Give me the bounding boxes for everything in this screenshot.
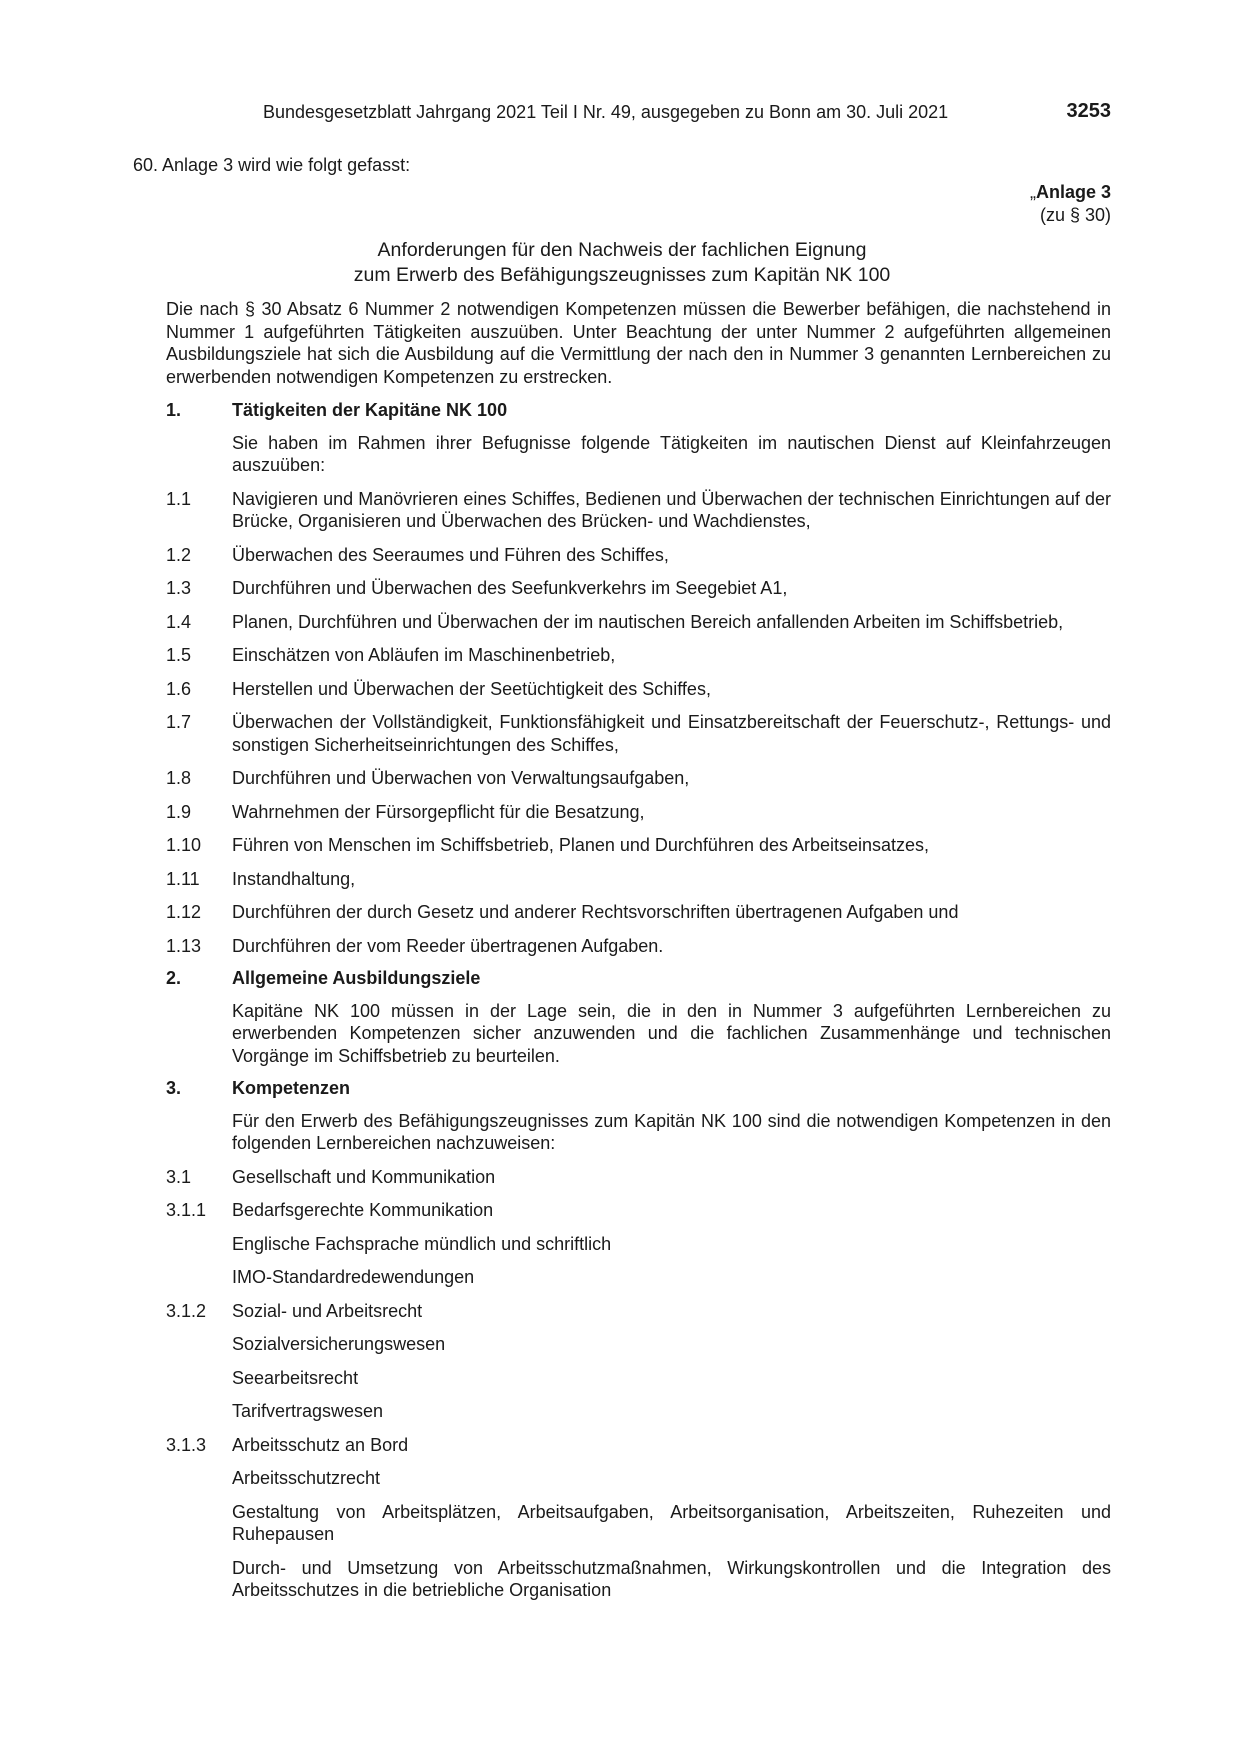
item-text: Kapitäne NK 100 müssen in der Lage sein, die in den in Nummer 3 aufgeführten Lernbereichen zu erwerbenden Kompetenzen sicher anzuwenden und die fachlichen Zusammenhänge und technischen Vorgänge im Schiffsbetrieb zu beurteilen. xyxy=(232,1000,1111,1066)
item-number: 1.10 xyxy=(166,835,202,855)
item-text: Wahrnehmen der Fürsorgepflicht für die Besatzung, xyxy=(232,801,645,822)
item-text: Englische Fachsprache mündlich und schriftlich xyxy=(232,1233,612,1254)
item-number: 1.1 xyxy=(166,488,192,509)
section-heading xyxy=(166,967,1111,990)
list-item xyxy=(166,1300,1111,1323)
intro-paragraph: Die nach § 30 Absatz 6 Nummer 2 notwendigen Kompetenzen müssen die Bewerber befähigen, die nachstehend in Nummer 1 aufgeführten Tätigkeiten auszuüben. Unter Beachtung der unter Nummer 2 aufgeführten allgemeinen Ausbildungsziele hat sich die Ausbildung auf die Vermittlung der nach den in Nummer 3 genannten Lernbereichen zu erwerbenden notwendigen Kompetenzen zu erstrecken. xyxy=(166,299,1111,387)
item-text: Seearbeitsrecht xyxy=(232,1367,359,1388)
item-text: Für den Erwerb des Befähigungszeugnisses zum Kapitän NK 100 sind die notwendigen Kompetenzen in den folgenden Lernbereichen nachzuweisen: xyxy=(232,1110,1111,1153)
item-text: Überwachen der Vollständigkeit, Funktionsfähigkeit und Einsatzbereitschaft der Feuerschutz-, Rettungs- und sonstigen Sicherheitseinrichtungen des Schiffes, xyxy=(232,712,1111,755)
item-number: 1.5 xyxy=(166,645,192,665)
item-text: Sie haben im Rahmen ihrer Befugnisse folgende Tätigkeiten im nautischen Dienst auf Kleinfahrzeugen auszuüben: xyxy=(232,432,1111,475)
list-item xyxy=(166,1557,1111,1602)
list-item xyxy=(166,611,1111,634)
quote-mark: „ xyxy=(1029,182,1036,202)
list-item xyxy=(166,1233,1111,1256)
list-item xyxy=(166,801,1111,824)
list-item xyxy=(166,577,1111,600)
list-item xyxy=(166,1166,1111,1189)
item-text: Gestaltung von Arbeitsplätzen, Arbeitsaufgaben, Arbeitsorganisation, Arbeitszeiten, Ruhezeiten und Ruhepausen xyxy=(232,1501,1111,1544)
list-item xyxy=(166,1367,1111,1390)
item-text: Bedarfsgerechte Kommunikation xyxy=(232,1200,494,1220)
item-text: Durchführen der vom Reeder übertragenen Aufgaben. xyxy=(232,935,664,956)
item-text: Tätigkeiten der Kapitäne NK 100 xyxy=(232,400,508,420)
document-title-line-1: Anforderungen für den Nachweis der fachlichen Eignung xyxy=(377,239,867,261)
item-text: Arbeitsschutzrecht xyxy=(232,1468,381,1488)
item-text: Herstellen und Überwachen der Seetüchtigkeit des Schiffes, xyxy=(232,678,711,699)
item-text: Allgemeine Ausbildungsziele xyxy=(232,968,481,988)
list-item xyxy=(166,1110,1111,1155)
item-number: 1.12 xyxy=(166,902,202,922)
item-number: 1. xyxy=(166,400,182,420)
item-number: 1.8 xyxy=(166,768,192,788)
item-number: 1.13 xyxy=(166,935,202,956)
list-item xyxy=(166,678,1111,701)
list-item xyxy=(166,1501,1111,1546)
section-list xyxy=(166,399,1111,1602)
item-number: 1.3 xyxy=(166,578,192,598)
item-text: Arbeitsschutz an Bord xyxy=(232,1434,409,1455)
list-item xyxy=(166,544,1111,567)
list-item xyxy=(166,1266,1111,1289)
item-text: Durch- und Umsetzung von Arbeitsschutzmaßnahmen, Wirkungskontrollen und die Integration des Arbeitsschutzes in die betriebliche Organisation xyxy=(232,1557,1111,1600)
list-item xyxy=(166,868,1111,891)
list-item xyxy=(166,488,1111,533)
item-number: 3.1.3 xyxy=(166,1434,207,1455)
list-item xyxy=(166,1467,1111,1490)
item-text: Durchführen und Überwachen von Verwaltungsaufgaben, xyxy=(232,768,690,788)
item-text: Überwachen des Seeraumes und Führen des Schiffes, xyxy=(232,544,669,565)
item-text: Planen, Durchführen und Überwachen der im nautischen Bereich anfallenden Arbeiten im Schiffsbetrieb, xyxy=(232,611,1064,632)
item-text: Einschätzen von Abläufen im Maschinenbetrieb, xyxy=(232,645,616,665)
item-text: Sozial- und Arbeitsrecht xyxy=(232,1300,423,1321)
item-text: Tarifvertragswesen xyxy=(232,1401,384,1421)
item-text: Kompetenzen xyxy=(232,1078,351,1098)
annex-reference: (zu § 30) xyxy=(1039,205,1111,225)
section-heading xyxy=(166,399,1111,422)
list-item xyxy=(166,644,1111,667)
item-text: Führen von Menschen im Schiffsbetrieb, Planen und Durchführen des Arbeitseinsatzes, xyxy=(232,835,930,855)
list-item xyxy=(166,935,1111,958)
document-title xyxy=(272,238,972,288)
item-number: 1.7 xyxy=(166,712,192,732)
list-item xyxy=(166,1199,1111,1222)
list-item xyxy=(166,711,1111,756)
item-text: Durchführen der durch Gesetz und anderer Rechtsvorschriften übertragenen Aufgaben und xyxy=(232,902,959,922)
running-header xyxy=(0,100,1111,126)
item-number: 3. xyxy=(166,1078,182,1098)
item-text: IMO-Standardredewendungen xyxy=(232,1267,475,1287)
document-title-line-2: zum Erwerb des Befähigungszeugnisses zum Kapitän NK 100 xyxy=(353,264,891,286)
annex-label xyxy=(1030,181,1111,227)
item-number: 1.6 xyxy=(166,678,192,699)
list-item xyxy=(166,1333,1111,1356)
list-item xyxy=(166,1000,1111,1068)
list-item xyxy=(166,1400,1111,1423)
item-text: Sozialversicherungswesen xyxy=(232,1334,446,1354)
list-item xyxy=(166,834,1111,857)
list-item xyxy=(166,1434,1111,1457)
section-heading xyxy=(166,1077,1111,1100)
item-number: 3.1.1 xyxy=(166,1200,207,1220)
list-item xyxy=(166,767,1111,790)
item-number: 3.1.2 xyxy=(166,1300,207,1321)
item-number: 1.4 xyxy=(166,611,192,632)
item-text: Instandhaltung, xyxy=(232,868,356,889)
item-number: 1.11 xyxy=(166,868,200,889)
list-item xyxy=(166,432,1111,477)
amendment-intro: 60. Anlage 3 wird wie folgt gefasst: xyxy=(133,155,411,175)
item-text: Durchführen und Überwachen des Seefunkverkehrs im Seegebiet A1, xyxy=(232,578,788,598)
item-text: Gesellschaft und Kommunikation xyxy=(232,1166,496,1187)
annex-title: Anlage 3 xyxy=(1035,182,1111,202)
item-text: Navigieren und Manövrieren eines Schiffes, Bedienen und Überwachen der technischen Einrichtungen auf der Brücke, Organisieren und Überwachen des Brücken- und Wachdienstes, xyxy=(232,488,1111,531)
header-text: Bundesgesetzblatt Jahrgang 2021 Teil I Nr. 49, ausgegeben zu Bonn am 30. Juli 2021 xyxy=(263,102,949,122)
item-number: 3.1 xyxy=(166,1166,192,1187)
page-number: 3253 xyxy=(1066,100,1111,122)
list-item xyxy=(166,901,1111,924)
item-number: 1.2 xyxy=(166,544,192,565)
item-number: 1.9 xyxy=(166,801,192,822)
item-number: 2. xyxy=(166,968,182,988)
